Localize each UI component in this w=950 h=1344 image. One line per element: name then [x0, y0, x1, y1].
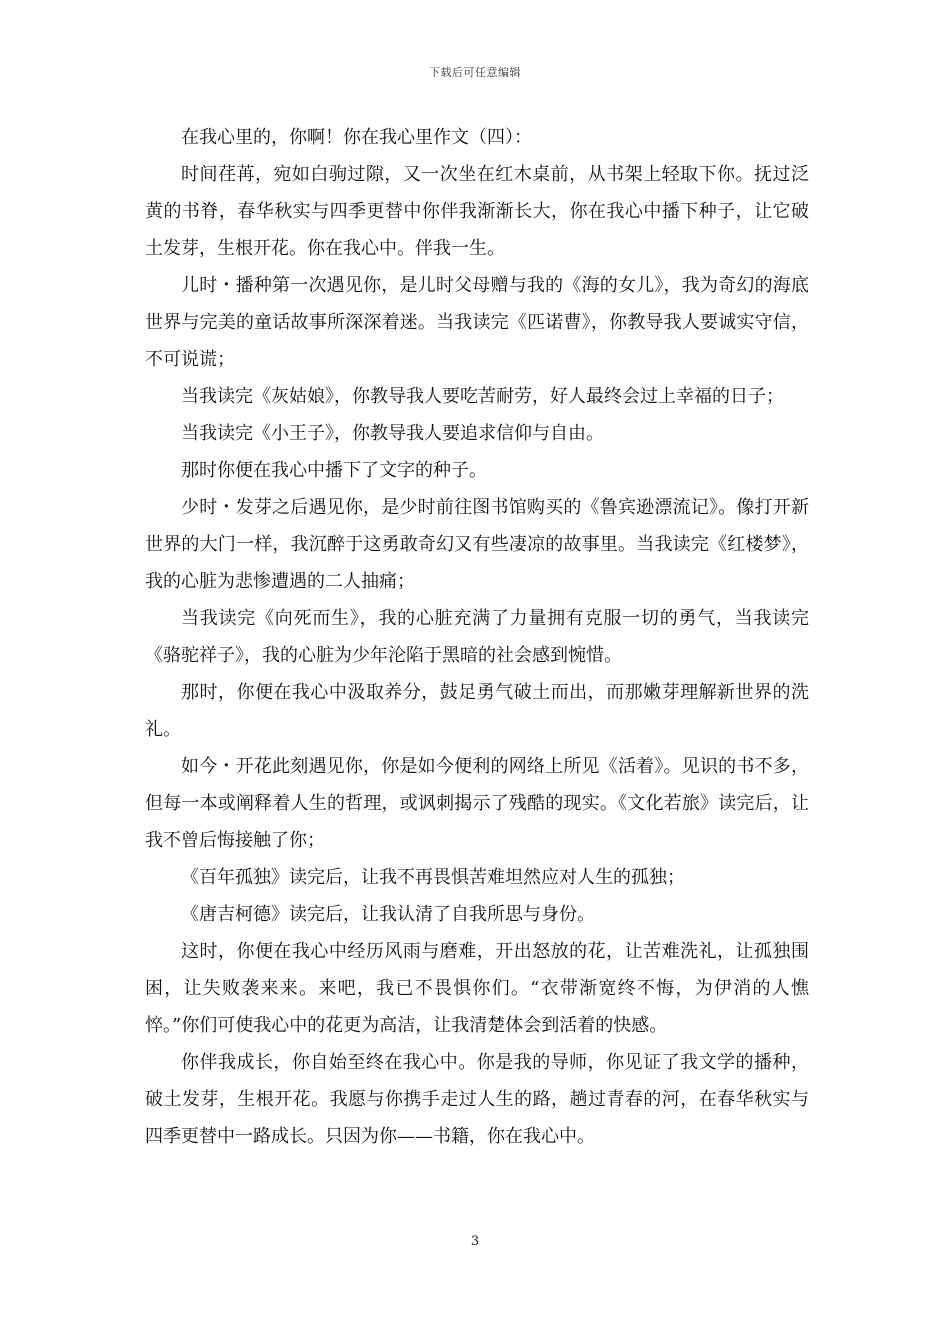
document-body [145, 119, 809, 1155]
essay-title-line: 在我心里的，你啊！你在我心里作文（四）： [181, 127, 532, 148]
paragraph: 《百年孤独》读完后，让我不再畏惧苦难坦然应对人生的孤独； [181, 867, 685, 888]
page-header: 下载后可任意编辑 [429, 66, 521, 79]
paragraph: 儿时・播种第一次遇见你，是儿时父母赠与我的《海的女儿》，我为奇幻的海底世界与完美的童话故事所深深着迷。当我读完《匹诺曹》，你教导我人要诚实守信，不可说谎； [145, 275, 809, 370]
paragraph: 如今・开花此刻遇见你，你是如今便利的网络上所见《活着》。见识的书不多，但每一本或阐释着人生的哲理，或讽刺揭示了残酷的现实。《文化若旅》读完后，让我不曾后悔接触了你； [145, 756, 809, 851]
paragraph: 那时你便在我心中播下了文字的种子。 [181, 460, 487, 481]
paragraph: 时间荏苒，宛如白驹过隙，又一次坐在红木桌前，从书架上轻取下你。抚过泛黄的书脊，春华秋实与四季更替中你伴我渐渐长大，你在我心中播下种子，让它破土发芽，生根开花。你在我心中。伴我一生。 [145, 164, 809, 259]
page-number: 3 [470, 1234, 480, 1249]
paragraph: 《唐吉柯德》读完后，让我认清了自我所思与身份。 [181, 904, 595, 925]
paragraph: 少时・发芽之后遇见你，是少时前往图书馆购买的《鲁宾逊漂流记》。像打开新世界的大门一样，我沉醉于这勇敢奇幻又有些凄凉的故事里。当我读完《红楼梦》，我的心脏为悲惨遭遇的二人抽痛； [145, 497, 809, 592]
paragraph: 你伴我成长，你自始至终在我心中。你是我的导师，你见证了我文学的播种，破土发芽，生根开花。我愿与你携手走过人生的路，趟过青春的河，在春华秋实与四季更替中一路成长。只因为你——书籍，你在我心中。 [145, 1052, 809, 1147]
paragraph: 那时，你便在我心中汲取养分，鼓足勇气破土而出，而那嫩芽理解新世界的洗礼。 [145, 682, 809, 740]
paragraph: 当我读完《向死而生》，我的心脏充满了力量拥有克服一切的勇气，当我读完《骆驼祥子》，我的心脏为少年沦陷于黑暗的社会感到惋惜。 [145, 608, 809, 666]
paragraph: 当我读完《灰姑娘》，你教导我人要吃苦耐劳，好人最终会过上幸福的日子； [181, 386, 784, 407]
paragraph: 这时，你便在我心中经历风雨与磨难，开出怒放的花，让苦难洗礼，让孤独围困，让失败袭来来。来吧，我已不畏惧你们。“衣带渐宽终不悔，为伊消的人憔悴。”你们可使我心中的花更为高洁，让我清楚体会到活着的快感。 [145, 941, 809, 1036]
paragraph: 当我读完《小王子》，你教导我人要追求信仰与自由。 [181, 423, 604, 444]
